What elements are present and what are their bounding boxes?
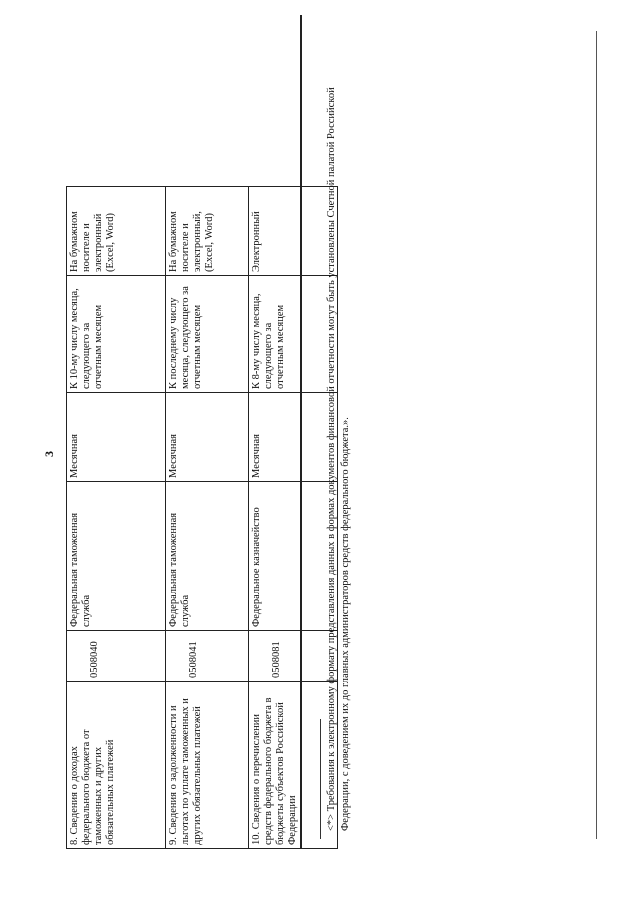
format-cell: Электронный — [249, 187, 338, 276]
form-name-cell: 10. Сведения о перечислении средств федерального бюджета в бюджеты субъектов Российской Федерации — [249, 682, 338, 849]
form-code-cell: 0508081 — [249, 631, 338, 682]
table-bottom-rule — [300, 15, 302, 849]
format-cell: На бумажном носителе и электронный, (Excel, Word) — [166, 187, 249, 276]
form-code-cell: 0508041 — [166, 631, 249, 682]
periodicity-cell: Месячная — [67, 393, 166, 482]
deadline-cell: К 8-му числу месяца, следующего за отчетным месяцем — [249, 276, 338, 393]
page-bottom-rule — [596, 31, 597, 839]
form-name-cell: 9. Сведения о задолженности и льготах по уплате таможенных и других обязательных платежей — [166, 682, 249, 849]
deadline-cell: К 10-му числу месяца, следующего за отчетным месяцем — [67, 276, 166, 393]
footnote-text: <*> Требования к электронному формату представления данных в формах документов финансовой отчетности могут быть установлены Счетной палатой Российской Федерации, с доведением их до главных администраторов средств федерального бюджета.». — [326, 87, 351, 831]
footnote-separator — [320, 719, 321, 839]
agency-cell: Федеральная таможенная служба — [67, 482, 166, 631]
table-row — [67, 187, 166, 849]
reporting-forms-table — [66, 186, 338, 849]
page-number: 3 — [42, 451, 56, 457]
format-cell: На бумажном носителе и электронный (Excel, Word) — [67, 187, 166, 276]
table-row — [166, 187, 249, 849]
periodicity-cell: Месячная — [166, 393, 249, 482]
form-code-cell: 0508040 — [67, 631, 166, 682]
form-name-cell: 8. Сведения о доходах федерального бюджета от таможенных и других обязательных платежей — [67, 682, 166, 849]
deadline-cell: К последнему числу месяца, следующего за отчетным месяцем — [166, 276, 249, 393]
agency-cell: Федеральная таможенная служба — [166, 482, 249, 631]
periodicity-cell: Месячная — [249, 393, 338, 482]
agency-cell: Федеральное казначейство — [249, 482, 338, 631]
